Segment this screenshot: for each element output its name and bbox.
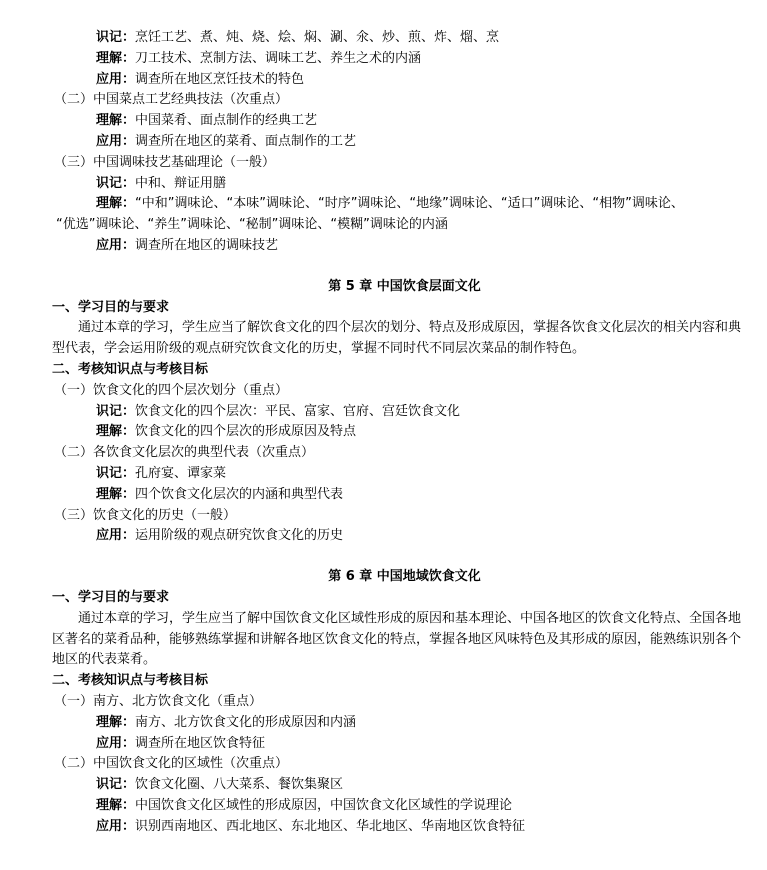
item-apply: 应用：调查所在地区烹饪技术的特色 — [96, 71, 305, 87]
item-understand: 理解：刀工技术、烹制方法、调味工艺、养生之术的内涵 — [96, 50, 422, 66]
item-apply: 应用：调查所在地区饮食特征 — [96, 735, 266, 751]
item-memorize: 识记：饮食文化圈、八大菜系、餐饮集聚区 — [96, 777, 344, 793]
heading-objectives: 一、学习目的与要求 — [52, 589, 170, 605]
chapter-title: 第 6 章 中国地域饮食文化 — [328, 569, 481, 585]
item-understand: 理解：中国菜肴、面点制作的经典工艺 — [96, 113, 318, 129]
section-title: （二）中国菜点工艺经典技法（次重点） — [54, 92, 289, 108]
section-title: （二）各饮食文化层次的典型代表（次重点） — [54, 445, 315, 461]
item-memorize: 识记：孔府宴、谭家菜 — [96, 465, 227, 481]
item-memorize: 识记：饮食文化的四个层次：平民、富家、官府、宫廷饮食文化 — [96, 403, 461, 419]
section-title: （一）饮食文化的四个层次划分（重点） — [54, 382, 289, 398]
item-memorize: 识记：烹饪工艺、煮、炖、烧、烩、焖、涮、氽、炒、煎、炸、熘、烹 — [96, 30, 500, 45]
objectives-paragraph: 通过本章的学习，学生应当了解饮食文化的四个层次的划分、特点及形成原因，掌握各饮食文化层次的相关内容和典型代表，学会运用阶级的观点研究饮食文化的历史，掌握不同时代不同层次菜品的制作特色。 — [52, 320, 742, 357]
heading-objectives: 一、学习目的与要求 — [52, 299, 170, 315]
item-understand: 理解：四个饮食文化层次的内涵和典型代表 — [96, 486, 344, 502]
section-title: （二）中国饮食文化的区域性（次重点） — [54, 756, 289, 772]
heading-assessment: 二、考核知识点与考核目标 — [52, 361, 209, 377]
item-apply: 应用：调查所在地区的菜肴、面点制作的工艺 — [96, 133, 357, 149]
item-apply: 应用：运用阶级的观点研究饮食文化的历史 — [96, 528, 344, 544]
item-understand: 理解：饮食文化的四个层次的形成原因及特点 — [96, 424, 357, 440]
item-understand: 理解：中国饮食文化区域性的形成原因，中国饮食文化区域性的学说理论 — [96, 797, 513, 813]
chapter-title: 第 5 章 中国饮食层面文化 — [328, 278, 481, 294]
item-understand: 理解：南方、北方饮食文化的形成原因和内涵 — [96, 714, 357, 730]
item-understand: 理解：“中和”调味论、“本味”调味论、“时序”调味论、“地缘”调味论、“适口”调味论、“相物”调味论、 — [96, 196, 684, 212]
item-apply: 应用：识别西南地区、西北地区、东北地区、华北地区、华南地区饮食特征 — [96, 818, 526, 834]
section-title: （一）南方、北方饮食文化（重点） — [54, 693, 263, 709]
item-memorize: 识记：中和、辩证用膳 — [96, 175, 227, 191]
item-understand-continued: “优选”调味论、“养生”调味论、“秘制”调味论、“模糊”调味论的内涵 — [56, 217, 448, 233]
section-title: （三）中国调味技艺基础理论（一般） — [54, 154, 276, 170]
item-apply: 应用：调查所在地区的调味技艺 — [96, 237, 279, 253]
objectives-paragraph: 通过本章的学习，学生应当了解中国饮食文化区域性形成的原因和基本理论、中国各地区的饮食文化特点、全国各地区著名的菜肴品种，能够熟练掌握和讲解各地区饮食文化的特点，掌握各地区风味特色及其形成的原因，能熟练识别各个地区的代表菜肴。 — [52, 610, 742, 668]
heading-assessment: 二、考核知识点与考核目标 — [52, 673, 209, 689]
section-title: （三）饮食文化的历史（一般） — [54, 507, 237, 523]
